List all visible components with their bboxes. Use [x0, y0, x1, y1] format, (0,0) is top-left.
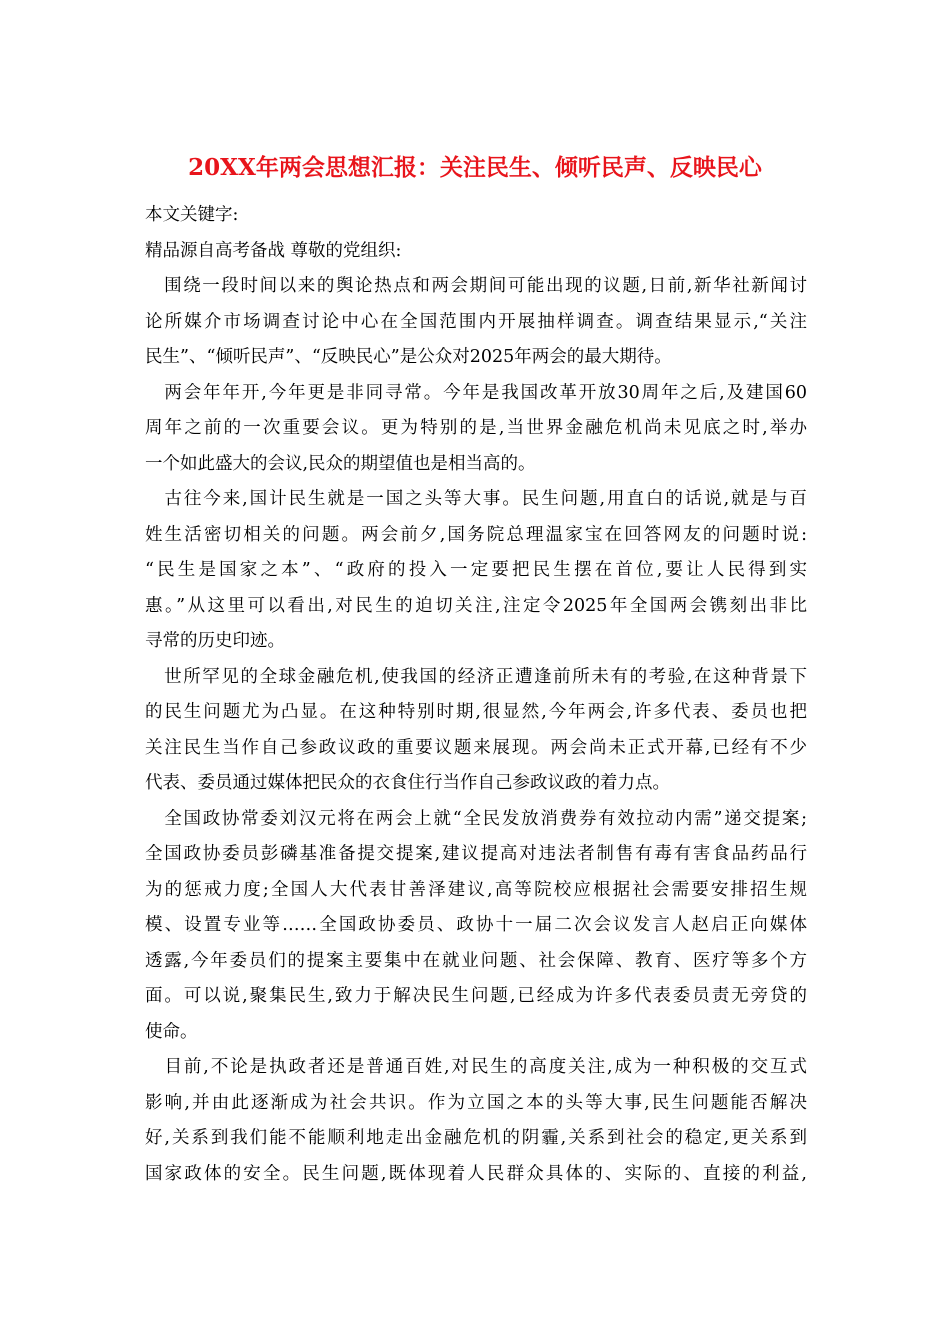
- body-line: 的民生问题尤为凸显。在这种特别时期,很显然,今年两会,许多代表、委员也把: [145, 702, 807, 722]
- body-line: 寻常的历史印迹。: [145, 631, 285, 651]
- body-line: “民生是国家之本”、“政府的投入一定要把民生摆在首位,要让人民得到实: [145, 560, 807, 580]
- document-title: 20XX年两会思想汇报：关注民生、倾听民声、反映民心: [188, 154, 762, 181]
- body-line: 使命。: [145, 1021, 198, 1042]
- body-line: 全国政协委员彭磷基准备提交提案,建议提高对违法者制售有毒有害食品药品行: [145, 844, 807, 864]
- body-line: 一个如此盛大的会议,民众的期望值也是相当高的。: [145, 453, 536, 474]
- body-line: 影响,并由此逐渐成为社会共识。作为立国之本的头等大事,民生问题能否解决: [145, 1092, 807, 1113]
- body-line: 模、设置专业等……全国政协委员、政协十一届二次会议发言人赵启正向媒体: [145, 915, 807, 935]
- body-line: 面。可以说,聚集民生,致力于解决民生问题,已经成为许多代表委员责无旁贷的: [145, 986, 807, 1006]
- body-line: 本文关键字:: [145, 205, 239, 225]
- body-line: 两会年年开,今年更是非同寻常。今年是我国改革开放30周年之后,及建国60: [162, 382, 807, 403]
- body-line: 世所罕见的全球金融危机,使我国的经济正遭逢前所未有的考验,在这种背景下: [162, 666, 807, 687]
- body-line: 透露,今年委员们的提案主要集中在就业问题、社会保障、教育、医疗等多个方: [145, 950, 807, 971]
- body-line: 民生”、“倾听民声”、“反映民心”是公众对2025年两会的最大期待。: [145, 347, 672, 367]
- body-line: 周年之前的一次重要会议。更为特别的是,当世界金融危机尚未见底之时,举办: [145, 418, 807, 438]
- body-line: 围绕一段时间以来的舆论热点和两会期间可能出现的议题,日前,新华社新闻讨: [162, 276, 807, 296]
- body-line: 论所媒介市场调查讨论中心在全国范围内开展抽样调查。调查结果显示,“关注: [145, 311, 807, 332]
- body-line: 国家政体的安全。民生问题,既体现着人民群众具体的、实际的、直接的利益,: [145, 1163, 807, 1184]
- body-line: 古往今来,国计民生就是一国之头等大事。民生问题,用直白的话说,就是与百: [162, 489, 807, 509]
- body-line: 精品源自高考备战 尊敬的党组织:: [145, 240, 402, 261]
- body-line: 好,关系到我们能不能顺利地走出金融危机的阴霾,关系到社会的稳定,更关系到: [145, 1128, 807, 1148]
- body-line: 姓生活密切相关的问题。两会前夕,国务院总理温家宝在回答网友的问题时说:: [145, 524, 807, 545]
- body-line: 惠。”从这里可以看出,对民生的迫切关注,注定令2025年全国两会镌刻出非比: [145, 595, 807, 616]
- body-line: 代表、委员通过媒体把民众的衣食住行当作自己参政议政的着力点。: [145, 773, 670, 793]
- body-line: 目前,不论是执政者还是普通百姓,对民生的高度关注,成为一种积极的交互式: [162, 1057, 807, 1077]
- document-body: [145, 198, 807, 1192]
- body-line: 为的惩戒力度;全国人大代表甘善泽建议,高等院校应根据社会需要安排招生规: [145, 879, 807, 900]
- body-line: 关注民生当作自己参政议政的重要议题来展现。两会尚未正式开幕,已经有不少: [145, 737, 807, 758]
- body-line: 全国政协常委刘汉元将在两会上就“全民发放消费券有效拉动内需”递交提案;: [162, 808, 807, 829]
